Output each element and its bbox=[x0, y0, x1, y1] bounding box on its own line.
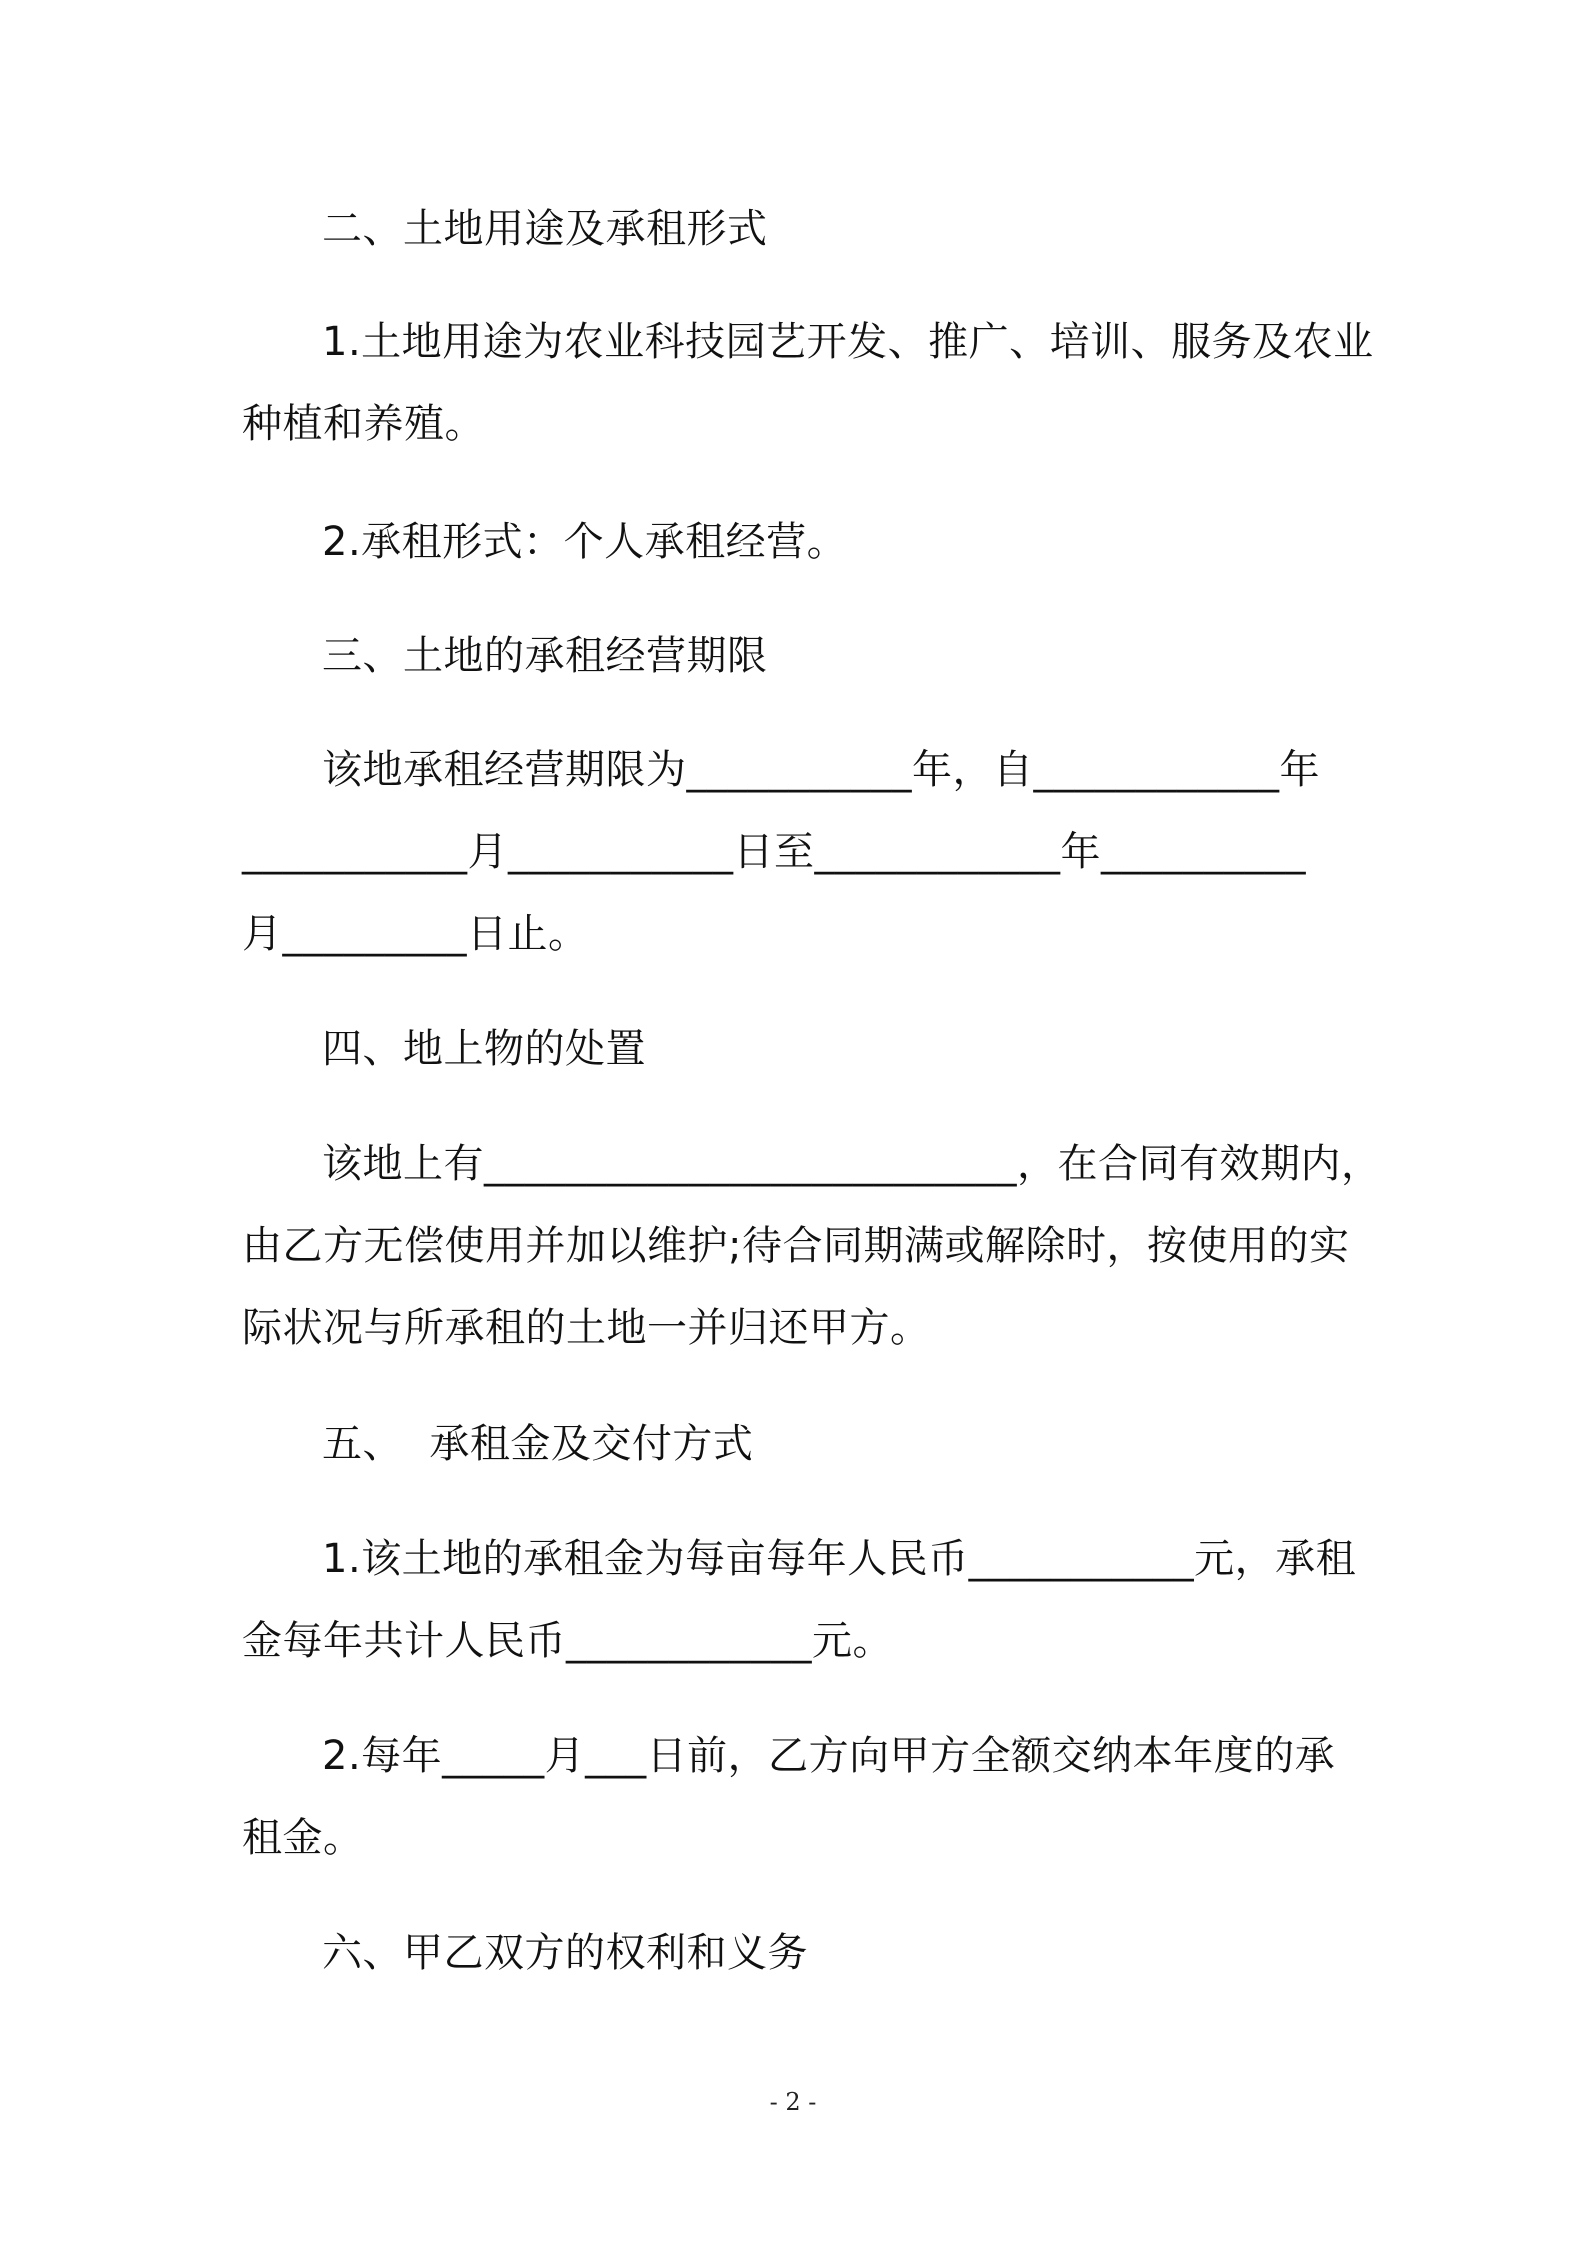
section-heading-land-use: 二、土地用途及承租形式 bbox=[322, 206, 768, 252]
page-number: - 2 - bbox=[769, 2088, 817, 2116]
paragraph-payment-date-line-2: 租金。 bbox=[242, 1815, 364, 1861]
section-heading-rent-payment: 五、 承租金及交付方式 bbox=[322, 1421, 754, 1467]
section-heading-rights-obligations: 六、甲乙双方的权利和义务 bbox=[322, 1930, 808, 1976]
paragraph-lease-term-line-2: ___________月___________日至____________年__________ bbox=[242, 829, 1306, 875]
paragraph-ground-objects-line-3: 际状况与所承租的土地一并归还甲方。 bbox=[242, 1305, 931, 1351]
paragraph-ground-objects-line-1: 该地上有__________________________，在合同有效期内， bbox=[322, 1141, 1382, 1187]
paragraph-rent-amount-line-2: 金每年共计人民币____________元。 bbox=[242, 1618, 893, 1664]
paragraph-land-use-line-2: 种植和养殖。 bbox=[242, 401, 485, 447]
paragraph-land-use-line-1: 1.土地用途为农业科技园艺开发、推广、培训、服务及农业 bbox=[322, 319, 1374, 365]
section-heading-lease-term: 三、土地的承租经营期限 bbox=[322, 633, 768, 679]
paragraph-lease-term-line-1: 该地承租经营期限为___________年，自____________年 bbox=[322, 747, 1320, 793]
paragraph-rent-amount-line-1: 1.该土地的承租金为每亩每年人民币___________元，承租 bbox=[322, 1536, 1357, 1582]
paragraph-lease-term-line-3: 月_________日止。 bbox=[242, 911, 589, 957]
paragraph-ground-objects-line-2: 由乙方无偿使用并加以维护;待合同期满或解除时，按使用的实 bbox=[242, 1223, 1350, 1269]
section-heading-ground-objects: 四、地上物的处置 bbox=[322, 1026, 646, 1072]
paragraph-payment-date-line-1: 2.每年_____月___日前，乙方向甲方全额交纳本年度的承 bbox=[322, 1733, 1336, 1779]
paragraph-lease-form: 2.承租形式：个人承租经营。 bbox=[322, 519, 848, 565]
